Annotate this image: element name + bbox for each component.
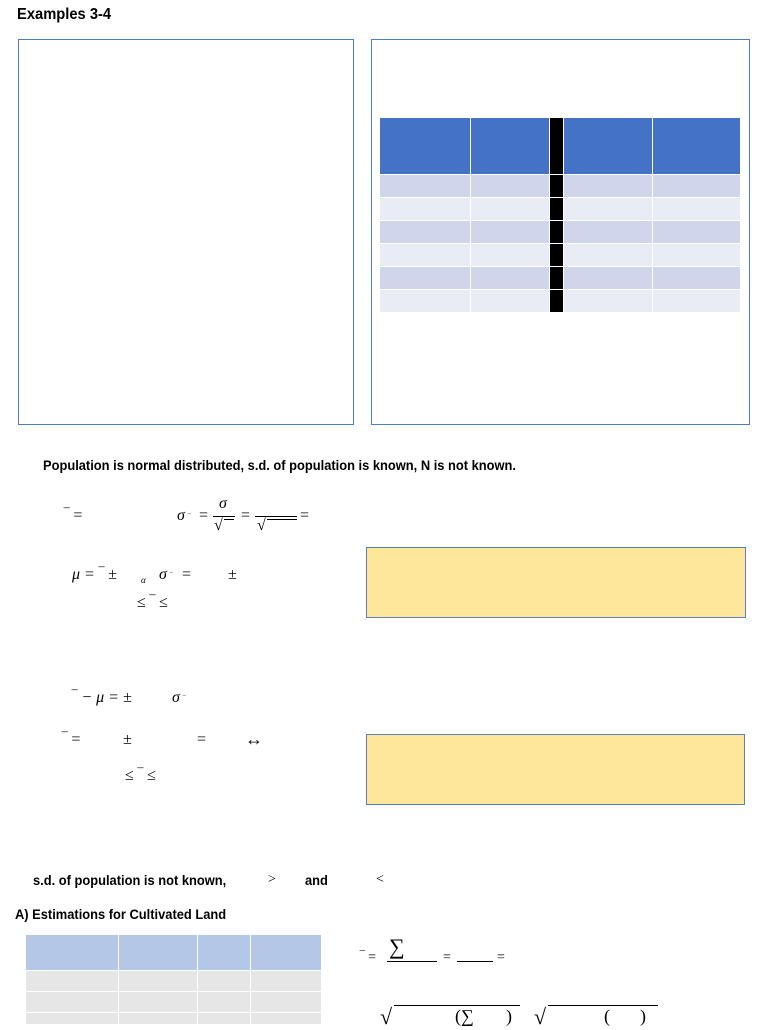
plus-minus: ± — [123, 731, 132, 748]
equals-sign: = — [197, 731, 207, 748]
fraction-line — [457, 961, 493, 962]
sigma-symbol: σ — [172, 689, 180, 706]
sigma-symbol: σ — [177, 507, 185, 524]
inequality-interval: ≤ ‾ ≤ — [137, 594, 168, 611]
bar-subscript: ‾ — [183, 695, 186, 704]
error-expression: ‾ − μ = ± — [72, 689, 132, 706]
table-row — [380, 290, 741, 313]
equals-sign: = — [300, 507, 310, 524]
greater-than: > — [268, 872, 276, 887]
sqrt-symbol: √ — [257, 517, 266, 534]
equation-sample-mean-sum: ‾ = — [360, 950, 377, 965]
data-table — [379, 117, 741, 313]
table-header-row — [26, 935, 322, 971]
answer-box — [366, 734, 745, 805]
double-arrow-icon: ↔ — [245, 729, 263, 749]
inequality-interval: ≤ ‾ ≤ — [125, 767, 156, 784]
paren-close: ) — [640, 1006, 646, 1026]
page-title: Examples 3-4 — [17, 6, 112, 23]
table-row — [26, 992, 322, 1013]
sum-symbol: ∑ — [389, 934, 405, 959]
equation-standard-error — [177, 495, 317, 539]
equals-sign: = — [497, 950, 505, 965]
subheading-cultivated-land: A) Estimations for Cultivated Land — [15, 906, 227, 922]
paren-sum: (∑ — [455, 1006, 474, 1026]
mu-expression: μ = ‾ ± — [72, 566, 117, 583]
table-row — [26, 971, 322, 992]
equation-confidence-interval — [72, 566, 117, 584]
equals-sign: = — [199, 507, 209, 524]
table-row — [380, 175, 741, 198]
equation-error-margin — [72, 689, 132, 707]
answer-box — [366, 547, 746, 618]
sqrt-bar — [224, 519, 234, 520]
table-row — [380, 198, 741, 221]
equals-sign: = — [182, 566, 192, 583]
equals-sign: = — [241, 507, 251, 524]
paren-open: ( — [604, 1006, 610, 1026]
sqrt-symbol: √ — [380, 1004, 393, 1029]
table-row — [380, 244, 741, 267]
sigma-symbol: σ — [159, 566, 167, 583]
fraction-numerator: σ — [219, 495, 227, 512]
table-row — [380, 221, 741, 244]
section-heading: Population is normal distributed, s.d. of population is known, N is not known. — [43, 457, 516, 473]
cultivated-land-table — [25, 934, 322, 1025]
section-heading-unknown-sd: s.d. of population is not known, — [33, 872, 227, 888]
fraction-line — [387, 961, 437, 962]
equation-mean: ‾ = — [64, 507, 83, 524]
sqrt-bar — [267, 519, 297, 520]
bar-subscript: ‾ — [188, 513, 191, 522]
sqrt-symbol: √ — [214, 517, 223, 534]
table-row — [380, 267, 741, 290]
equation-sample-mean: ‾ = — [62, 731, 81, 748]
sqrt-symbol: √ — [534, 1004, 547, 1029]
and-label: and — [305, 872, 328, 888]
table-header-row — [380, 118, 741, 175]
paren-close: ) — [506, 1006, 512, 1026]
bar-subscript: ‾ — [170, 572, 173, 581]
plus-minus: ± — [228, 566, 237, 583]
less-than: < — [376, 872, 384, 887]
table-row — [26, 1013, 322, 1025]
left-panel — [18, 39, 354, 425]
equals-sign: = — [443, 950, 451, 965]
alpha-subscript: α — [141, 575, 146, 585]
